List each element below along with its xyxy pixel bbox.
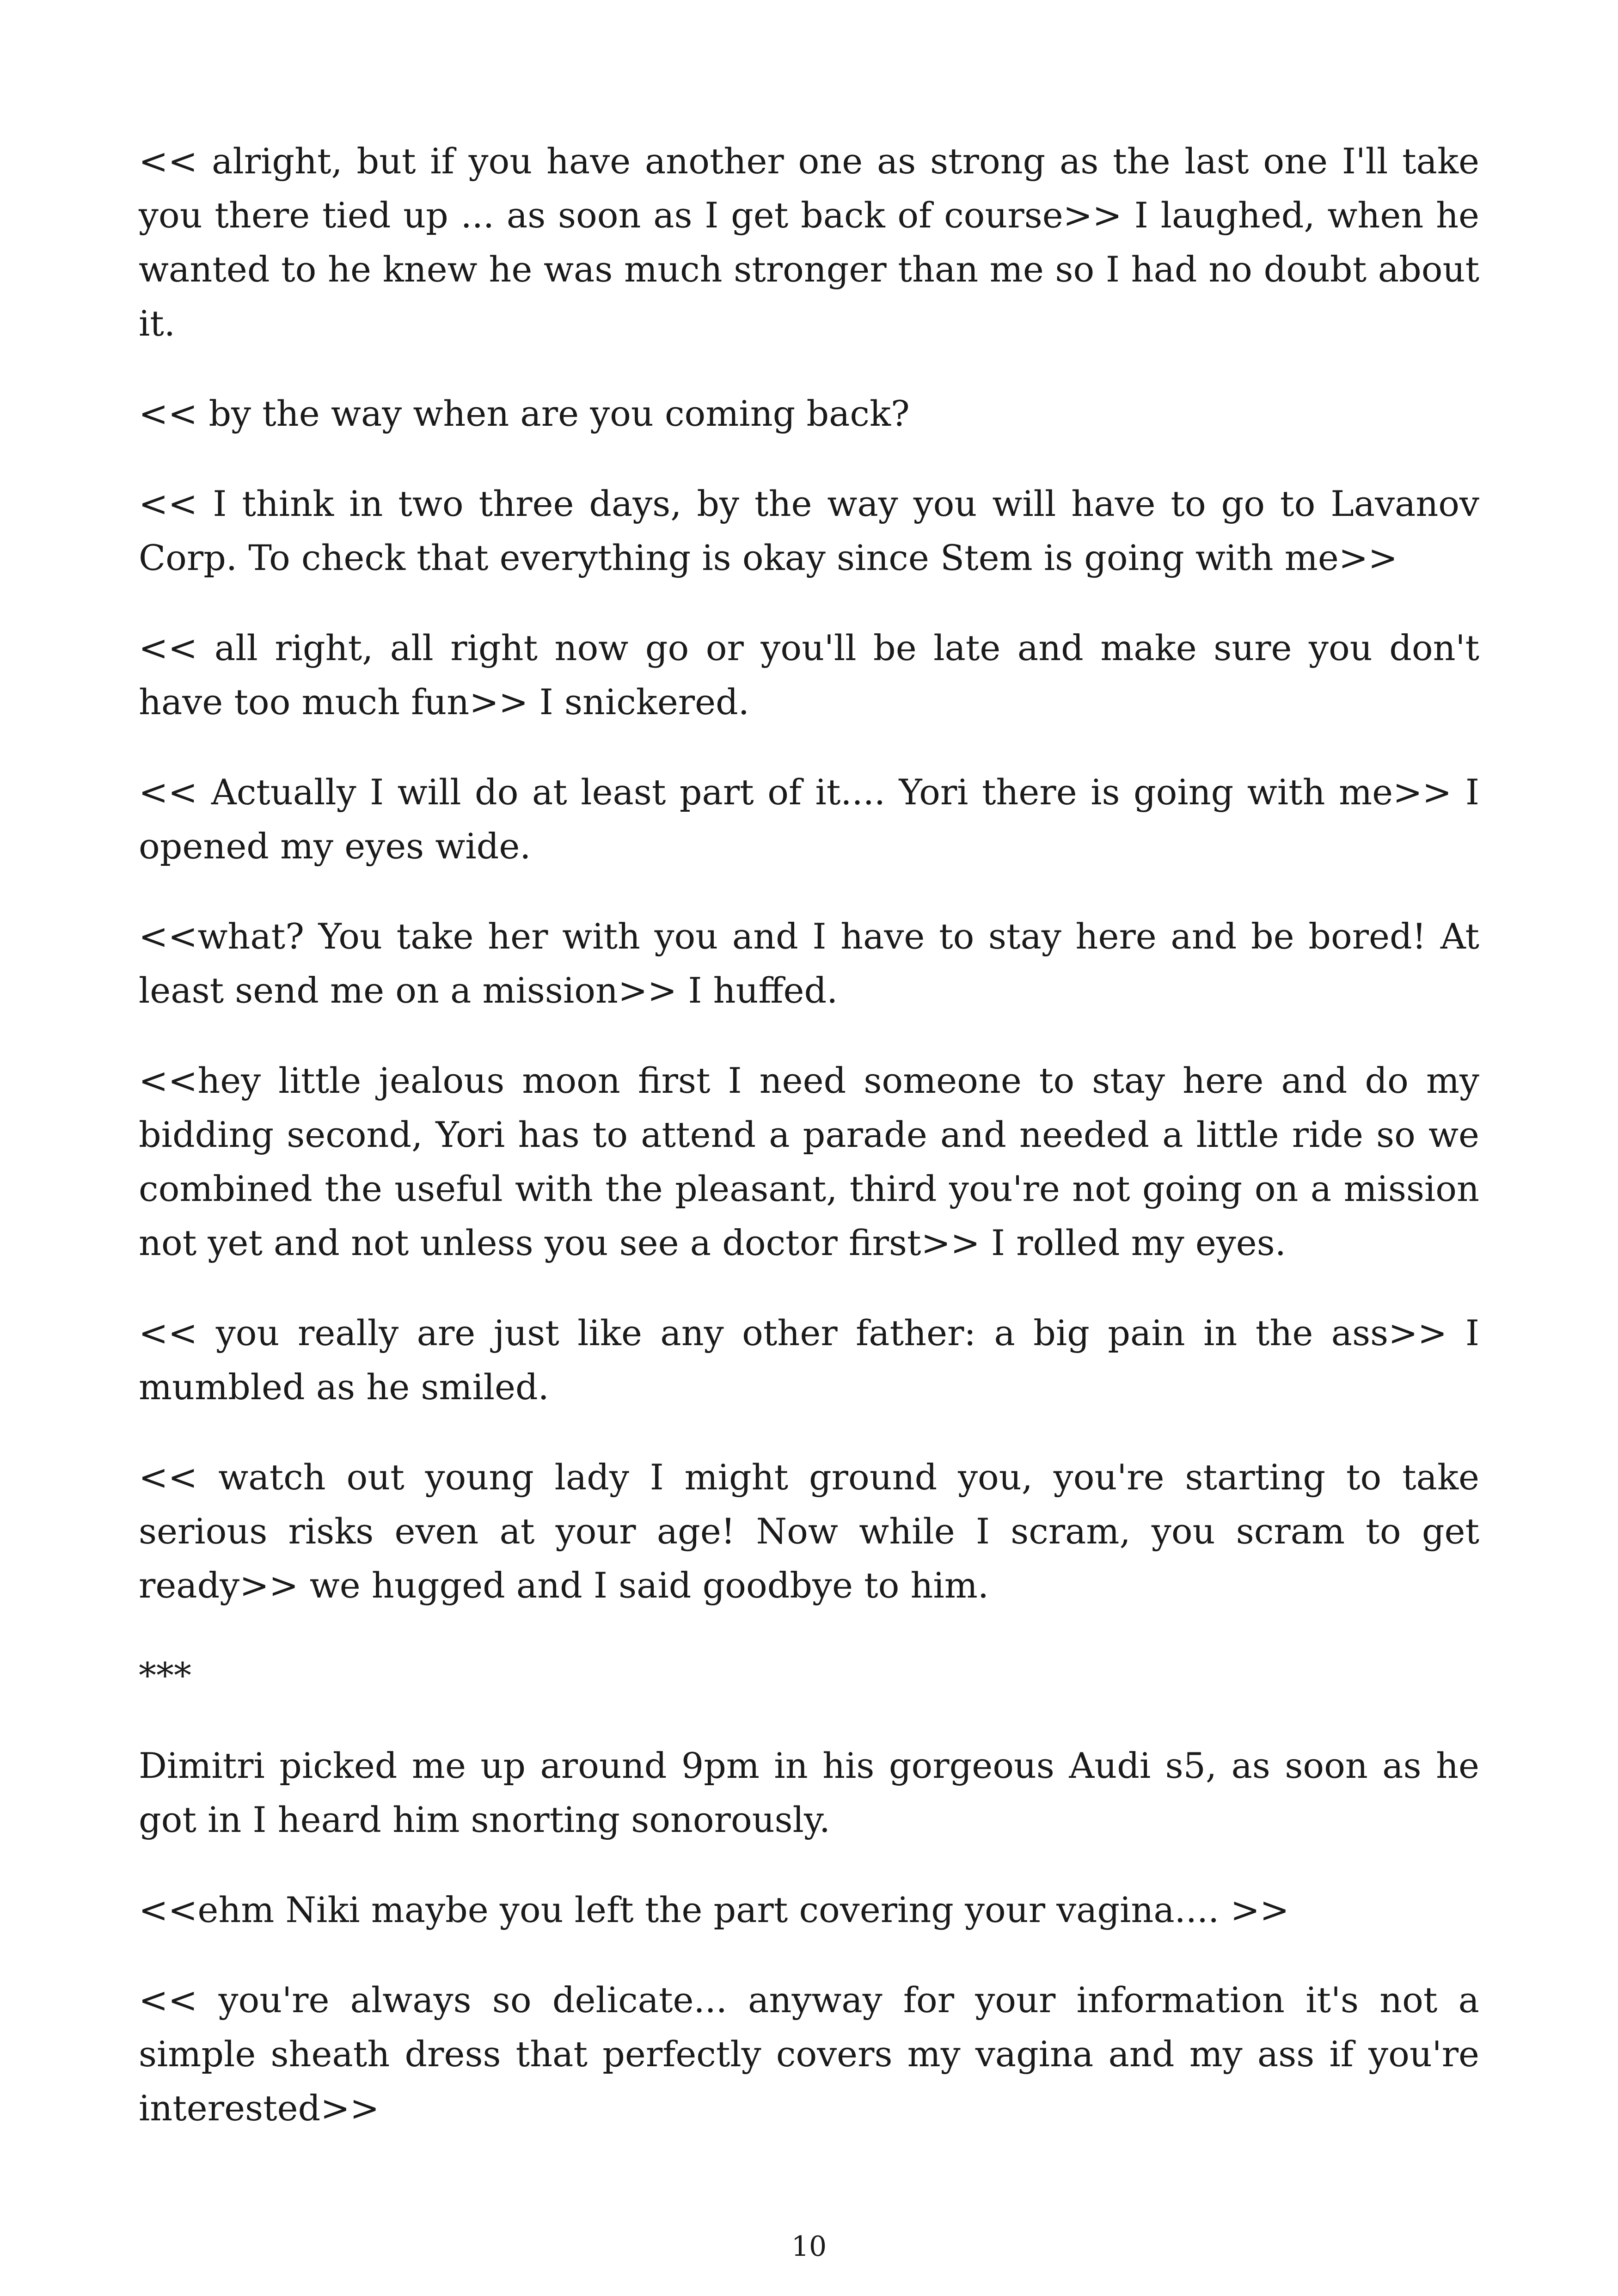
paragraph: <<hey little jealous moon first I need someone to stay here and do my bidding second, Yori has to attend a parade and needed a little ride so we combined the useful with the pleasant, third you're not going on a mission not yet and not unless you see a doctor first>> I rolled my eyes.: [139, 1060, 1479, 1263]
paragraph: <<ehm Niki maybe you left the part covering your vagina.... >>: [139, 1889, 1289, 1930]
scene-break: ***: [139, 1655, 191, 1696]
paragraph: << you really are just like any other father: a big pain in the ass>> I mumbled as he smiled.: [139, 1312, 1479, 1408]
page-number: 10: [791, 2230, 827, 2263]
paragraph: << alright, but if you have another one as strong as the last one I'll take you there tied up ... as soon as I get back of course>> I laughed, when he wanted to he knew he was much stronger than me so I had no doubt about it.: [139, 141, 1479, 344]
paragraph: <<what? You take her with you and I have to stay here and be bored! At least send me on a mission>> I huffed.: [139, 916, 1479, 1011]
paragraph: << I think in two three days, by the way you will have to go to Lavanov Corp. To check that everything is okay since Stem is going with me>>: [139, 483, 1479, 578]
paragraph: << Actually I will do at least part of it.... Yori there is going with me>> I opened my eyes wide.: [139, 771, 1479, 867]
paragraph: Dimitri picked me up around 9pm in his gorgeous Audi s5, as soon as he got in I heard him snorting sonorously.: [139, 1745, 1479, 1840]
paragraph: << by the way when are you coming back?: [139, 393, 910, 434]
paragraph: << all right, all right now go or you'll be late and make sure you don't have too much fun>> I snickered.: [139, 627, 1479, 722]
paragraph: << watch out young lady I might ground you, you're starting to take serious risks even at your age! Now while I scram, you scram to get ready>> we hugged and I said goodbye to him.: [139, 1457, 1479, 1606]
paragraph: << you're always so delicate... anyway for your information it's not a simple sheath dress that perfectly covers my vagina and my ass if you're interested>>: [139, 1979, 1479, 2129]
body-text: [139, 134, 1479, 2171]
